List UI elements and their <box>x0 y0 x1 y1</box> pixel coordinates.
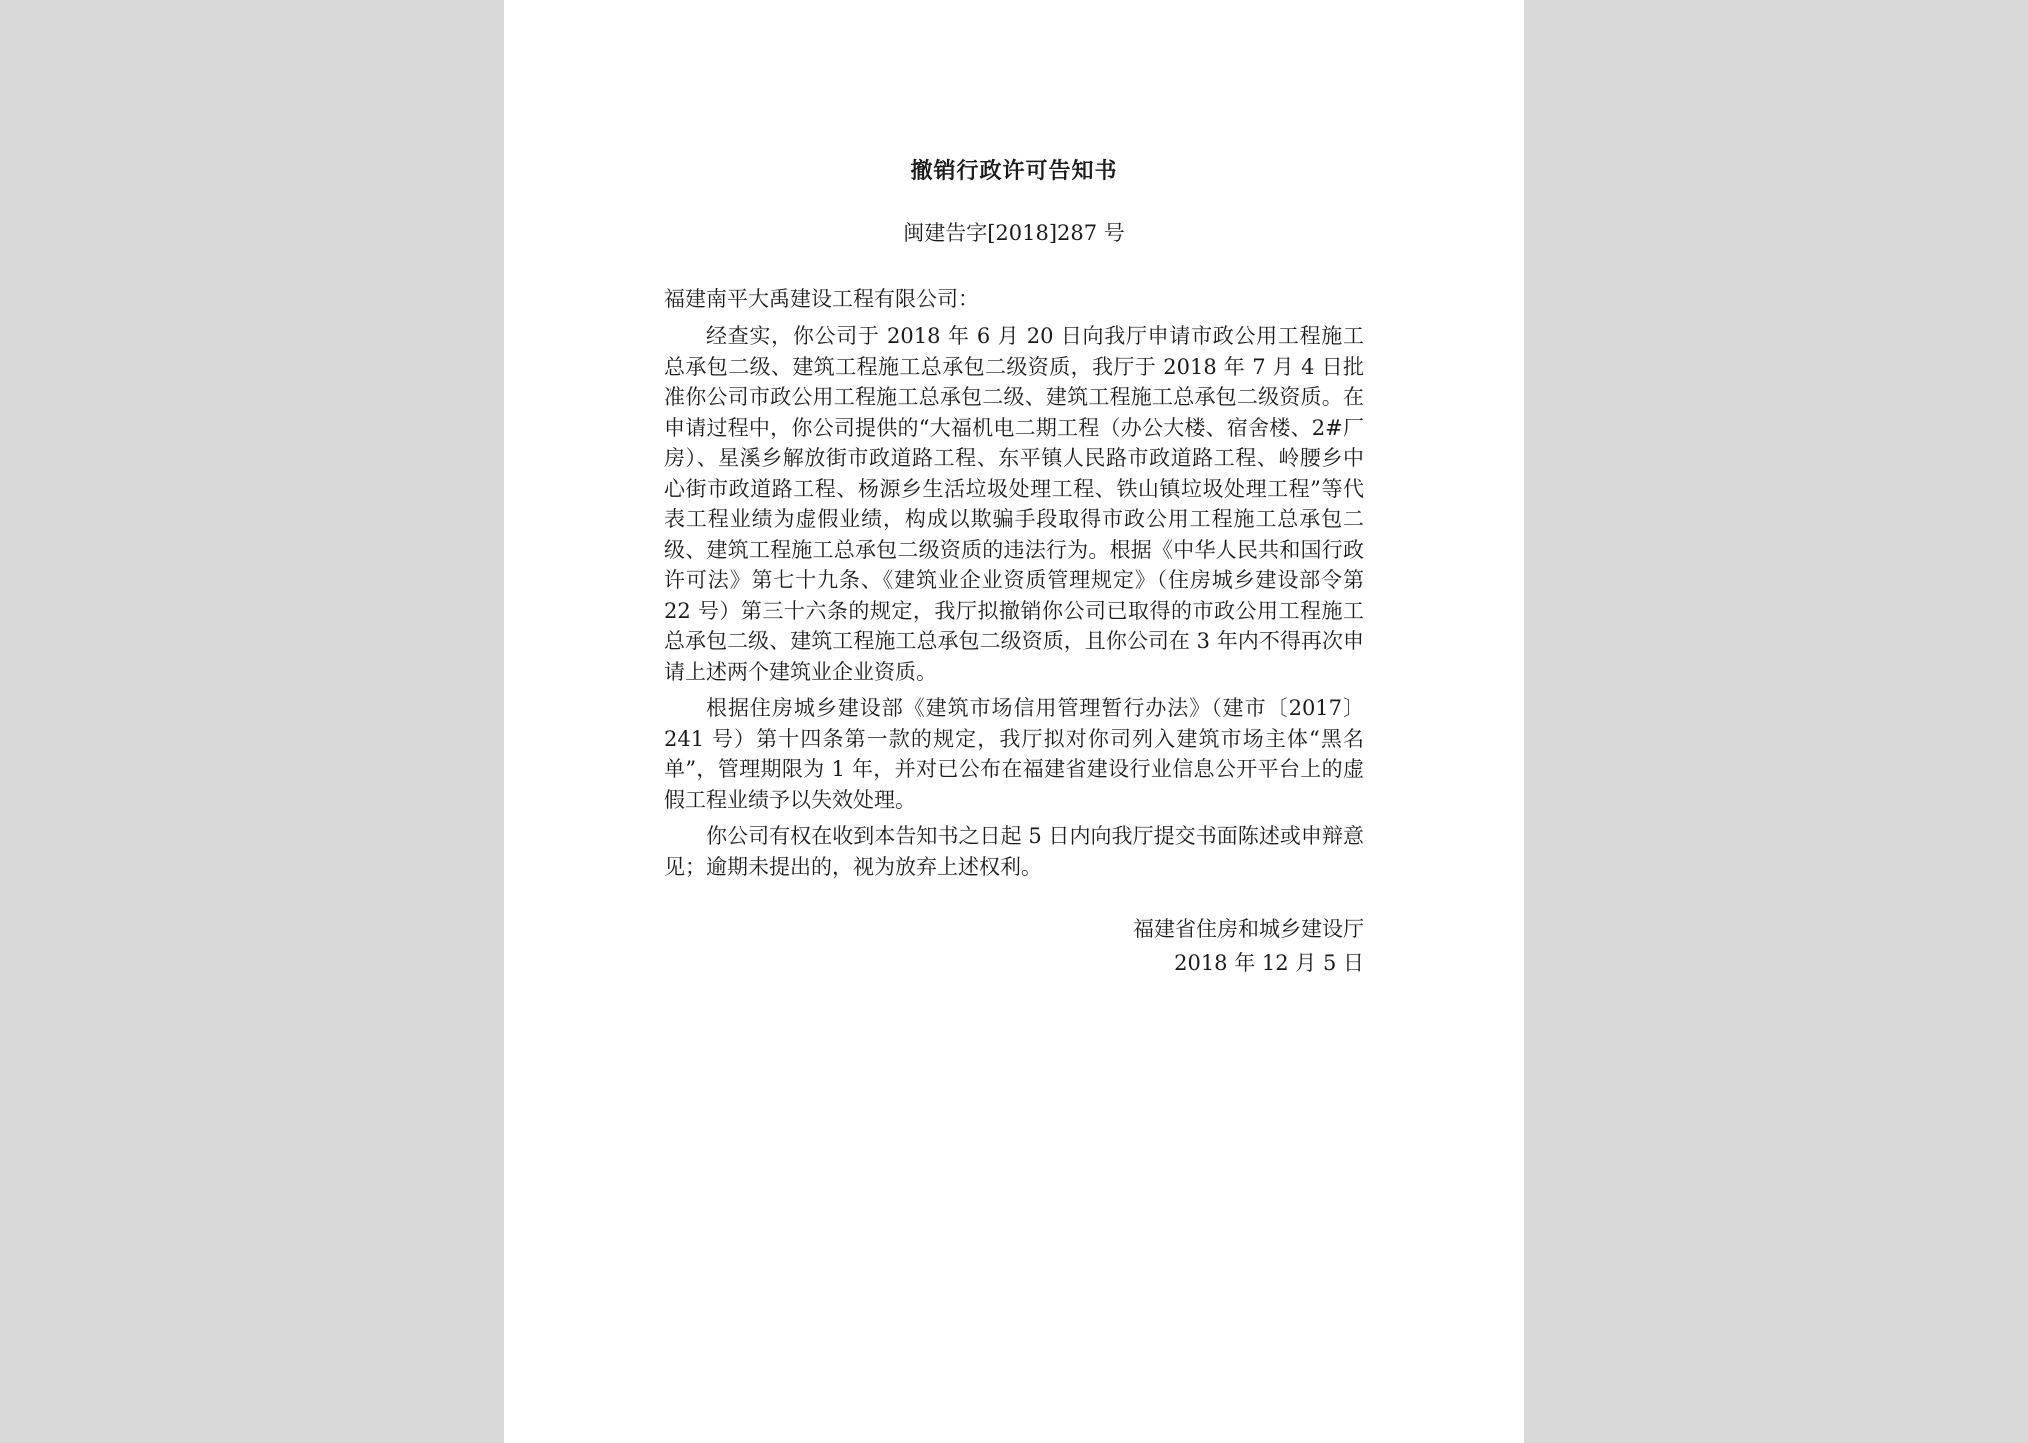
issuing-organization: 福建省住房和城乡建设厅 <box>1133 917 1364 941</box>
document-page <box>504 0 1524 1443</box>
document-title: 撤销行政许可告知书 <box>910 158 1118 184</box>
body-paragraph-3: 你公司有权在收到本告知书之日起 5 日内向我厅提交书面陈述或申辩意见；逾期未提出的，视为放弃上述权利。 <box>664 824 1364 879</box>
document-number: 闽建告字[2018]287 号 <box>903 221 1125 245</box>
issue-date: 2018 年 12 月 5 日 <box>1174 951 1364 975</box>
document-content <box>664 155 1364 980</box>
body-paragraph-2: 根据住房城乡建设部《建筑市场信用管理暂行办法》（建市〔2017〕241 号）第十四条第一款的规定，我厅拟对你司列入建筑市场主体“黑名单”，管理期限为 1 年，并对已公布在福建省建设行业信息公开平台上的虚假工程业绩予以失效处理。 <box>664 696 1364 812</box>
body-paragraph-1: 经查实，你公司于 2018 年 6 月 20 日向我厅申请市政公用工程施工总承包二级、建筑工程施工总承包二级资质，我厅于 2018 年 7 月 4 日批准你公司市政公用工程施工总承包二级、建筑工程施工总承包二级资质。在申请过程中，你公司提供的“大福机电二期工程（办公大楼、宿舍楼、2#厂房）、星溪乡解放街市政道路工程、东平镇人民路市政道路工程、岭腰乡中心街市政道路工程、杨源乡生活垃圾处理工程、铁山镇垃圾处理工程”等代表工程业绩为虚假业绩，构成以欺骗手段取得市政公用工程施工总承包二级、建筑工程施工总承包二级资质的违法行为。根据《中华人民共和国行政许可法》第七十九条、《建筑业企业资质管理规定》（住房城乡建设部令第 22 号）第三十六条的规定，我厅拟撤销你公司已取得的市政公用工程施工总承包二级、建筑工程施工总承包二级资质，且你公司在 3 年内不得再次申请上述两个建筑业企业资质。 <box>664 324 1364 684</box>
signature-block <box>664 912 1364 980</box>
recipient-line: 福建南平大禹建设工程有限公司： <box>664 287 979 311</box>
